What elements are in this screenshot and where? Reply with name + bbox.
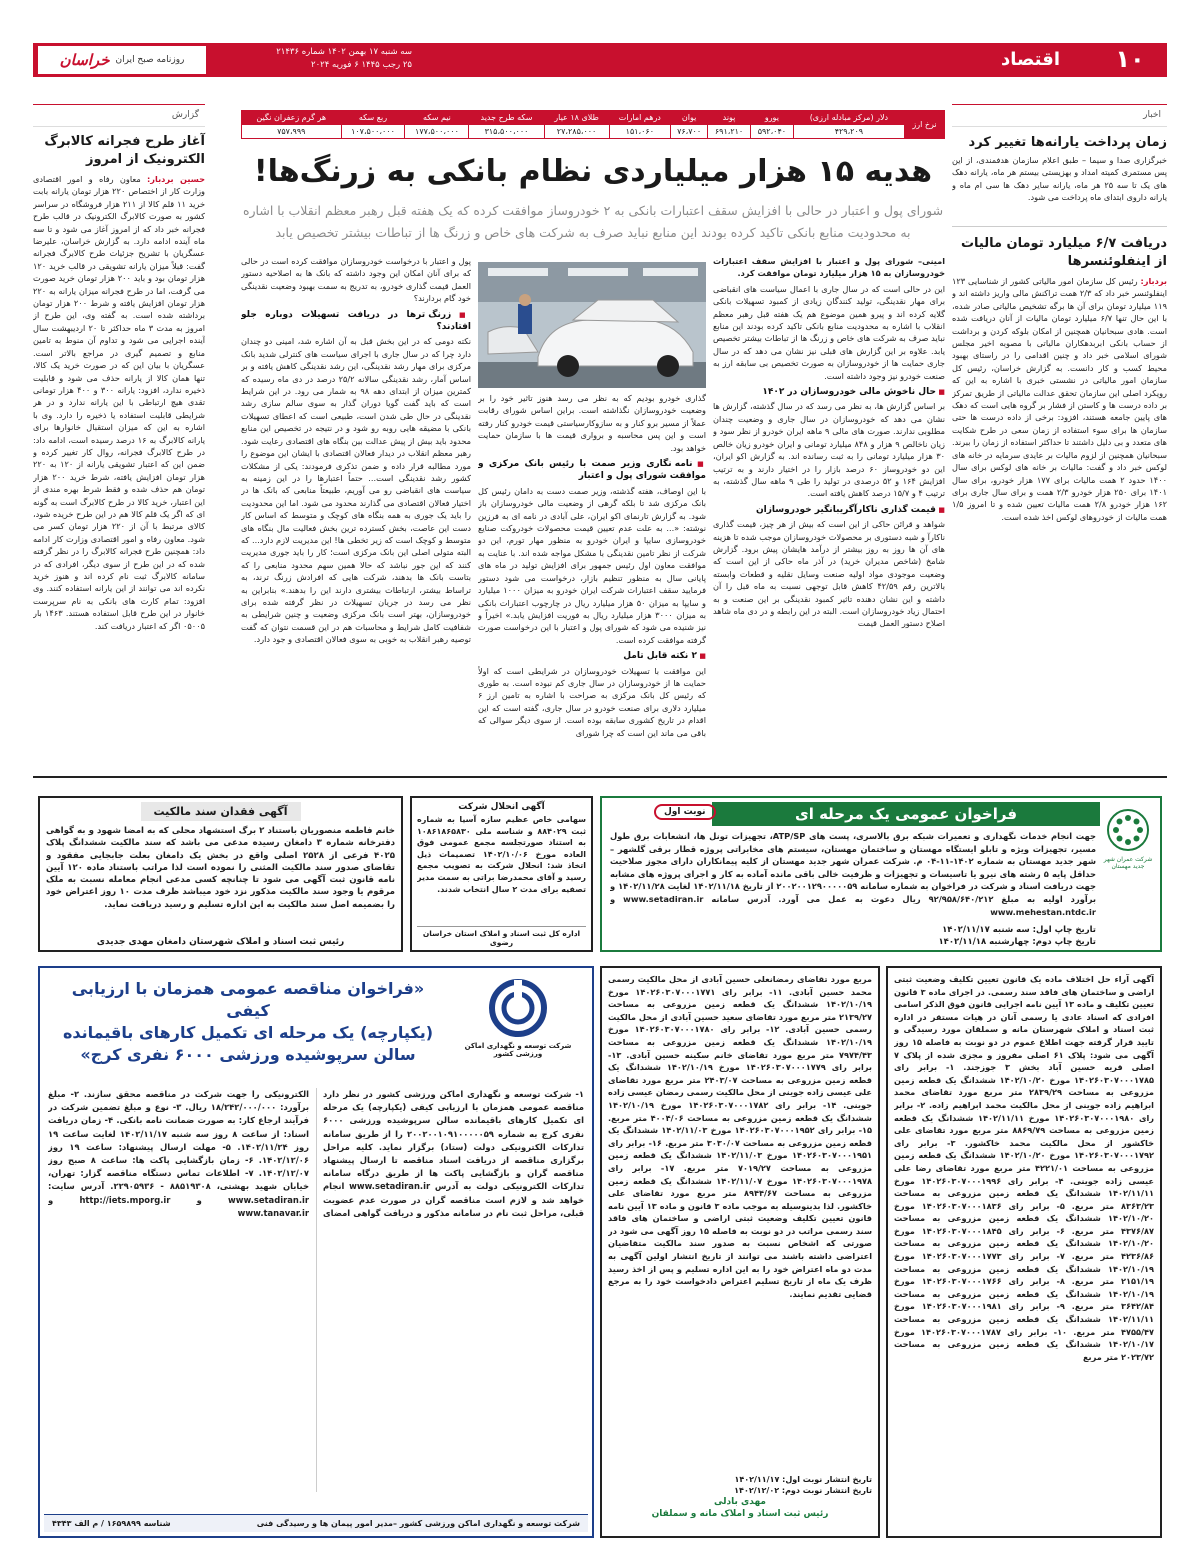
ad-notice-middle-date-2: تاریخ انتشار نوبت دوم: ۱۴۰۲/۱۲/۰۲ (734, 1486, 872, 1495)
ad-mehestan-title: فراخوان عمومی یک مرحله ای (794, 805, 1018, 823)
price-table-label: نرخ ارز (905, 111, 945, 139)
news1-body: خبرگزاری صدا و سیما – طبق اعلام سازمان هدفمندی، از این پس مستمری کمیته امداد و بهزیستی بیستم هر ماه، یارانه دهک های یک تا سه ۲۵ هر ماه، یارانه سایر دهک ها سی ام ماه و یارانه داروی ابتدای ماه پرداخت می شود. (952, 155, 1167, 203)
article-col-1 (713, 255, 945, 760)
masthead-logo-box[interactable] (38, 46, 206, 74)
ad-loss-title: آگهی فقدان سند مالکیت (141, 802, 301, 821)
car-factory-image (478, 262, 706, 388)
ad-notice-middle-sign-name: مهدی بادلی (714, 1497, 766, 1507)
ad-notice-middle-sign (608, 1496, 872, 1520)
ad-tender-logo (458, 978, 578, 1058)
article-col2-body3: این موافقت با تسهیلات خودروسازان در شرایطی است که اولاً حمایت ها از خودروسازان در سال جاری کم نبوده است. به طوری که رئیس کل بانک مرکزی به صراحت با اشاره به تامین ارز ۶ میلیارد دلاری برای صنعت خودرو در سال جاری، گفته است که این اقدام در تاریخ کشوری سابقه بوده است. از سوی دیگر سوالی که باقی می ماند این است که چرا شورای (478, 665, 706, 738)
price-value: ۲۷،۲۸۵،۰۰۰ (544, 125, 609, 139)
price-value: ۶۹۱،۲۱۰ (708, 125, 751, 139)
left-body-text: معاون رفاه و امور اقتصادی وزارت کار از اختصاص ۲۲۰ هزار تومان یارانه بابت خرید ۱۱ قلم کالا از ۲۱۱ هزار فروشگاه در سراسر کشور به صورت کالابرگ الکترونیک در قالب طرح فجرانه خبر داد که از امروز آغاز می شود و تا سه ماه آینده ادامه دارد. به گزارش خراسان، علیرضا عسگریان با تشریح جزئیات طرح کالابرگ فجرانه گفت: قبلاً میزان یارانه تشویقی در قالب خرید ۱۲۰ هزار تومان بود و باید ۲۰۰ هزار تومان خرید صورت می گرفت، اما در طرح فجرانه میزان یارانه به ۲۲۰ هزار تومان افزایش یافته و شرط ۲۰۰ هزار تومان برداشته شده است. به گفته وی، این طرح از امروز به مدت ۳ ماه حداکثر تا ۲۰ اردیبهشت سال آینده اجرایی می شود و تداوم آن منوط به تامین منابع و تصمیم گیری در مراجع بالاتر است. عسگریان با بیان این که در صورت خرید یک کالا، تنها همان کالا از یارانه حذف می شود و قابلیت ذخیره ندارد، افزود: یارانه ۳۰۰ و ۴۰۰ هزار تومانی تقدی هیچ ارتباطی با این یارانه ندارد و در هر شرایطی قابلیت استفاده یا ذخیره را دارد. وی با اشاره به این که میزان استقبال خانوارها برای یارانه کالابرگ به ۱۶ درصد رسیده است، ادامه داد: در طرح کالابرگ فجرانه، روال کار تغییر کرده و ضمن این که اعتبار تشویقی یارانه از ۱۲۰ به ۲۲۰ هزار تومان افزایش یافته، شرط خرید ۲۰۰ هزار تومان هم حذف شده و فقط شرط بهره مندی از این اعتبار، خرید کالا در طرح کالابرگ است به گونه ای که اگر یک قلم کالا هم در این طرح خریده شود، کالای مرتبط با آن از ۲۲۰ هزار تومان کسر می شود. معاون رفاه و امور اقتصادی وزارت کار ادامه داد: همچنین طرح فجرانه کالابرگ را در نظر گرفته شده که در این طرح از سوی دیگر، افرادی که در سامانه کالابرگ ثبت نام کرده اند و هنوز خرید نکرده اند می توانند از این یارانه استفاده کنند. وی افزود: تمام کارت های بانکی به نام سرپرست خانوار در این طرح قابل استفاده هستند. ۱۴۶۳ بار ۰۵۰۰۵ اگر که اعتبار دریافت کند. (33, 174, 205, 631)
article-photo (478, 262, 706, 388)
article-col-3 (241, 255, 471, 760)
news2-byline: بردبار: (1140, 276, 1167, 286)
ad-notice-middle-date-1: تاریخ انتشار نوبت اول: ۱۴۰۲/۱۱/۱۷ (734, 1475, 872, 1484)
article-col1-sub2: ■ قیمت گذاری ناکارآگریبانگیر خودروسازان (713, 504, 945, 516)
logo-tagline: روزنامه صبح ایران (115, 55, 185, 65)
ad-tender-title-2: (یکپارچه) یک مرحله ای تکمیل کارهای باقیمانده (62, 1023, 434, 1042)
main-lead-line-2: به محدودیت منابع بانکی تاکید کرده بودند این منابع نباید صرف به شرکت های خاص و زرنگ ها از تباطات بیشتر تخصیص یابد (275, 225, 911, 240)
date-line-2: ۲۵ رجب ۱۴۴۵ ۶ فوریه ۲۰۲۴ (311, 60, 412, 70)
ad-notice-middle (600, 966, 880, 1538)
price-header: پوند (708, 111, 751, 125)
ad-mehestan-badge: نوبت اول (654, 804, 716, 820)
news2-body (952, 275, 1167, 743)
left-title: آغاز طرح فجرانه کالابرگ الکترونیک از امروز (44, 134, 205, 167)
article-col3-body2: نکته دومی که در این بخش قبل به آن اشاره شد، امینی دو چندان دارد چرا که در سال جاری با اجرای سیاست های کنترلی شدید بانک مرکزی برای مهار رشد نقدینگی، این رشد نقدینگی کاهش یافته و بر اساس آمار، رشد نقدینگی سالانه ۲۵/۲ درصد در دی ماه رسیده که کمترین میزان از ابتدای دهه ۹۸ به شمار می رود. در این شرایط است که باید گفت گویا دوران گذار به سوی سالم سازی رشد نقدینگی در حال طی شدن است، طبیعی است که اعطای تسهیلات بانکی با مضیقه هایی روبه رو شود و در نتیجه در تخصیص این منابع محدود باید بیش از پیش عدالت بین بنگاه های اقتصادی رعایت شود. رهبر معظم انقلاب در دیدار فعالان اقتصادی با ایشان این موضوع را مورد مطالبه قرار داده و ضمن تذکری فرمودند: یکی از مشکلات کشور رشد نقدینگی است... حتماً اعتبارها را در این زمینه به سیاست های انقباضی رو می آوریم، طبیعتاً منابعی که بانک ها در اختیار فعالان اقتصادی می گذارند محدود می شود. اما این محدودیت را باید یک جوری به همه بنگاه های کوچک و متوسط که اساس کار دست این عاصت، بخش کسترده ترین بخش فعالیت مال بنگاه های متوسط و کوچک است که زیر تخطی ها! این مدیریت لازم دارد... که البته متولی اصلی این بانک مرکزی است؛ کار را باید جوری مدیریت کنند که این جور نباشد که حالا همین سهم محدود منابعی را که بتاست بانک ها بدهند، شرکت هایی که افرادش زرنگ ترند، به تراساط بیشتر، ارتباطات بیشتری دارند این را بدهند.» بنابراین به نظر می رسد در جریان تسهیلات در نظر گرفته شده برای خودروسازان، بهتر است بانک مرکزی وضعیت و چنین شرایطی به شفافیت کامل شرایط و محاسبات هم در این قسمت نتوان که گفت توصیه رهبر انقلاب به خوبی به سوی فعالان اقتصادی و جود دارد. (241, 336, 471, 645)
article-col2-sub2: ■ ۲ نکته قابل تامل (478, 650, 706, 662)
price-header: ربع سکه (341, 111, 405, 125)
date-line-1: سه شنبه ۱۷ بهمن ۱۴۰۲ شماره ۲۱۴۳۶ (276, 47, 412, 57)
ad-tender-title-1: «فراخوان مناقصه عمومی همزمان با ارزیابی کیفی (71, 979, 425, 1020)
price-table-wrap (241, 110, 945, 139)
ad-tender-body: ۱- شرکت توسعه و نگهداری اماکن ورزشی کشور در نظر دارد مناقصه عمومی همزمان با ارزیابی کیفی (یکپارچه) یک مرحله ای تکمیل کارهای باقیمانده سالن سرپوشیده ورزشی ۶۰۰۰ نفری کرج به شماره ۲۰۰۲۰۰۱۰۹۱۰۰۰۰۰۵۹ را از طریق سامانه تدارکات الکترونیکی دولت (ستاد) برگزار نماید. کلیه مراحل برگزاری مناقصه از دریافت اسناد مناقصه تا ارسال پیشنهاد مناقصه گران و بازگشایی پاکت ها از طریق درگاه سامانه تدارکات الکترونیکی دولت به آدرس www.setadiran.ir انجام خواهد شد و لازم است مناقصه گران در صورت عدم عضویت قبلی، مراحل ثبت نام در سامانه مذکور و دریافت گواهی امضای الکترونیکی را جهت شرکت در مناقصه محقق سازند. ۲- مبلغ برآورد: ۱۸/۲۴۲/۰۰۰/۰۰۰ ریال. ۳- نوع و مبلغ تضمین شرکت در فرآیند ارجاع کار: به صورت ضمانت نامه بانکی. ۴- زمان دریافت اسناد: از ساعت ۸ روز سه شنبه ۱۴۰۲/۱۱/۱۷ لغایت ساعت ۱۹ روز ۱۴۰۲/۱۱/۲۴. ۵- مهلت ارسال پیشنهاد: ساعت ۱۹ روز ۱۴۰۲/۱۲/۰۶. ۶- زمان بازگشایی پاکت ها: ساعت ۸ صبح روز ۱۴۰۲/۱۲/۰۷. ۷- اطلاعات تماس دستگاه مناقصه گزار: تهران، خیابان شهید بهشتی، ۸۸۵۱۹۳۰۸ - ۲۲۹۰۵۹۳۶. آدرس سایت: www.setadiran.ir و http://iets.mporg.ir و www.tanavar.ir (48, 1089, 584, 1218)
ad-dissolution-title: آگهی انحلال شرکت (458, 802, 545, 812)
article-col2-body2: با این اوصاف، هفته گذشته، وزیر صمت دست به دامان رئیس کل بانک مرکزی شد تا بلکه گرهی از وضعیت مالی خودروسازان باز شود. به گزارش تارنمای اکو ایران، علی آبادی در نامه ای به فرزین نوشته: «... به علت عدم تعیین قیمت محصولات خودروکت صنایع خودروسازی سایپا و ایران خودرو به منظور مهار تورم، این دو شرکت از نظر تامین نقدینگی با مشکل مواجه شده اند. با عنایت به موافقت معاون اول رئیس جمهور برای افزایش تولید در ماه های پایانی سال به منظور تنظیم بازار، درخواست می شود دستور فرمایید سقف اعتبارات شرکت ایران خودرو به میزان ۱۰۰۰ میلیارد و سایپا به میزان ۵۰ هزار میلیارد ریال در چارچوب اعتبارات بانکی به میزان ۳۰۰۰ هزار میلیارد ریال به فوریت افزایش یابد.» اخیراً و نیز شنیده می شود که شورای پول و اعتبار با این درخواست صورت گرفته موافقت کرده است. (478, 485, 706, 645)
price-value: ۱۷۷،۵۰۰،۰۰۰ (405, 125, 469, 139)
ad-dissolution (410, 796, 593, 952)
price-header: درهم امارات (609, 111, 671, 125)
price-value: ۵۹۲،۰۴۰ (750, 125, 793, 139)
article-col1-lead: امینی– شورای پول و اعتبار با افزایش سقف اعتبارات خودروسازان به ۱۵ هزار میلیارد تومان موافقت کرد. (713, 256, 945, 279)
right-kicker: اخبار (952, 105, 1167, 127)
article-col1-body3: شواهد و قرائن حاکی از این است که بیش از هر چیز، قیمت گذاری ناکارآ و شبه دستوری بر محصولات خودروسازان موجب شده تا هزینه های آن ها روز به روز بیشتر از درآمد هایشان پیش برود. گزارش شامخ (شاخص مدیران خرید) در آذر ماه حاکی از این است که وضعیت موجودی مواد اولیه صنعت وسایل نقلیه و قطعات وابسته بالاترین رقم ۴۲/۵۹ کاهش قابل توجهی نسبت به ماه قبل را آن داشته و این نشان دهنده تاثیر کمبود نقدینگی بر این صنعت و به احتمال زیاد خودروسازان است. البته در این رابطه و در دی ماه شاهد اصلاح دستور العمل قیمت (713, 519, 945, 629)
article-col1-body2: بر اساس گزارش ها، به نظر می رسد که در سال گذشته، گزارش ها نشان می دهد که خودروسازان در سال جاری و وضعیت چندان مطلوبی ندارند. صورت های مالی ۹ ماهه ایران خودرو از نظر سود و زیان ناخالص ۹ هزار و ۸۴۸ میلیارد تومانی و ایران خودرو زیان خالص ۳۰ هزار میلیارد تومانی را به ثبت رسانده اند. به گزارش اکو ایران، این دو خودروساز ۶۰ درصد بازار را در اختیار دارند و به ترتیب افزایش ۱۶۴ و ۵۲ درصدی در تولید را طی ۹ ماهه سال گذشته، به ترتیب ۴ و ۱۵/۷ درصد کاهش یافته است. (713, 401, 945, 499)
article-col1-sub1: ■ حال ناخوش مالی خودروسازان در ۱۴۰۲ (713, 386, 945, 398)
ad-mehestan-logo (1103, 808, 1153, 870)
news2-title: دریافت ۶/۷ میلیارد تومان مالیات از اینفلوئنسرها (952, 226, 1167, 271)
ad-dissolution-sign: اداره کل ثبت اسناد و املاک استان خراسان رضوی (417, 926, 586, 947)
price-value: ۱۰۷،۵۰۰،۰۰۰ (341, 125, 405, 139)
article-col2-body: گذاری خودرو بودیم که به نظر می رسد هنوز تاثیر خود را بر وضعیت خودروسازان نگذاشته است. براین اساس شورای رقابت عملاً از مسیر برو کنار و به سازوکارسیاستی قیمت خودرو کنار رفته است و این پس محاسبه و برواری قیمت ها با سازمان حمایت خواهد بود. (478, 393, 706, 453)
ad-mehestan-title-bar (712, 802, 1100, 826)
ad-mehestan-body: جهت انجام خدمات نگهداری و تعمیرات شبکه برق بالاسری، پست های ATP/SP، تجهیزات تونل ها، انشعابات برق طول مسیر، تجهیزات ویژه و تابلو ایستگاه مهستان و ساختمان مهستان، سیستم های مخابراتی پروژه قطار برقی گلشهر – شهر جدید مهستان به شماره ۱۴۰۲-۱۱-۰۴ م. شرکت عمران شهر جدید مهستان از کلیه پیمانکاران دارای مجوز صلاحیت حداقل پایه ۵ رشته های نیرو یا تاسیسات و تجهیزات و ظرفیت خالی باقی مانده آماده به کار و اجرای پروژه های مشابه جهت دریافت اسناد و شرکت در فراخوان به شماره سامانه ۲۰۰۲۰۰۱۲۹۰۰۰۰۰۵۹ از تاریخ ۱۴۰۲/۱۱/۱۸ لغایت ۱۴۰۲/۱۱/۲۸ و برآورد اولیه به مبلغ ۹۲/۹۵۸/۶۴۰/۲۱۲ ریال دعوت به عمل می آورد. آدرس سامانه www.setadiran.ir و www.mehestan.ntdc.ir (610, 831, 1096, 917)
ad-loss-deed (38, 796, 403, 952)
main-headline: هدیه ۱۵ هزار میلیاردی نظام بانکی به زرنگ‌ها! (253, 154, 933, 189)
main-lead (241, 200, 945, 244)
news1-title: زمان پرداخت یارانه‌ها تغییر کرد (968, 135, 1167, 150)
left-kicker: گزارش (33, 105, 205, 127)
ad-notice-right-body: آگهی آراء حل اختلاف ماده یک قانون تعیین تکلیف وضعیت ثبتی اراضی و ساختمان های فاقد سند رسمی. در اجرای ماده ۳ قانون تعیین تکلیف و ماده ۱۳ آیین نامه اجرایی قانون فوق الذکر اسامی افرادی که اسناد عادی یا رسمی آنان در هیات مستقر در اداره ثبت اسناد و املاک شهرستان مانه و سملقان مورد رسیدگی و تایید قرار گرفته جهت اطلاع عموم در دو نوبت به فاصله ۱۵ روز آگهی می شود: پلاک ۶۱ اصلی مفروز و مجزی شده از پلاک ۷ اصلی قریه حسین آباد بخش ۳ جوزجند. ۱- برابر رای ۱۴۰۲۶۰۳۰۷۰۰۰۱۷۸۵ مورخ ۱۴۰۲/۱۰/۲۰ ششدانگ یک قطعه زمین مزروعی به مساحت ۲۸۳۹/۲۹ متر مربع مورد تقاضای محمد ابراهیم زاده جوینی از محل مالکیت محمد ابراهیم زاده. ۲- برابر رای ۱۴۰۲۶۰۳۰۷۰۰۰۱۹۸۰ مورخ ۱۴۰۲/۱۱/۱۱ ششدانگ یک قطعه زمین مزروعی به مساحت ۸۸۶۹/۷۹ متر مربع مورد تقاضای علی خاکشور از محل مالکیت محمد خاکشور. ۳- برابر رای ۱۴۰۲۶۰۳۰۷۰۰۰۱۷۹۲ مورخ ۱۴۰۲/۱۰/۲۰ ششدانگ یک قطعه زمین مزروعی به مساحت ۴۲۲۱/۰۱ متر مربع مورد تقاضای رضا علی عیسی زاده جوینی. ۴- برابر رای ۱۴۰۲۶۰۳۰۷۰۰۰۱۹۹۶ مورخ ۱۴۰۲/۱۱/۱۱ ششدانگ یک قطعه زمین مزروعی به مساحت ۸۳۶۳/۲۳ متر مربع. ۵- برابر رای ۱۴۰۲۶۰۳۰۷۰۰۰۱۸۳۶ مورخ ۱۴۰۲/۱۰/۲۰ ششدانگ یک قطعه زمین مزروعی به مساحت ۴۳۷۶/۸۷ متر مربع. ۶- برابر رای ۱۴۰۲۶۰۳۰۷۰۰۰۱۸۴۵ مورخ ۱۴۰۲/۱۰/۲۰ ششدانگ یک قطعه زمین مزروعی به مساحت ۴۲۳۶/۸۶ متر مربع. ۷- برابر رای ۱۴۰۲۶۰۳۰۷۰۰۰۱۷۷۳ مورخ ۱۴۰۲/۱۰/۱۹ ششدانگ یک قطعه زمین مزروعی به مساحت ۲۱۵۱/۱۹ متر مربع. ۸- برابر رای ۱۴۰۲۶۰۳۰۷۰۰۰۱۷۶۶ مورخ ۱۴۰۲/۱۰/۱۹ ششدانگ یک قطعه زمین مزروعی به مساحت ۳۶۴۲/۸۴ متر مربع. ۹- برابر رای ۱۴۰۲۶۰۳۰۷۰۰۰۱۹۸۱ مورخ ۱۴۰۲/۱۱/۱۱ ششدانگ یک قطعه زمین مزروعی به مساحت ۴۷۵۵/۴۷ متر مربع. ۱۰- برابر رای ۱۴۰۲۶۰۳۰۷۰۰۰۱۷۸۷ مورخ ۱۴۰۲/۱۰/۱۷ ششدانگ یک قطعه زمین مزروعی به مساحت ۲۰۲۳/۷۲ متر مربع (894, 974, 1154, 1362)
page-number: ۱۰ (1115, 45, 1145, 73)
price-value: ۷۶،۷۰۰ (671, 125, 708, 139)
ad-tender-title (48, 978, 448, 1066)
price-header: هر گرم زعفران نگین (242, 111, 342, 125)
mehestan-logo-icon (1106, 808, 1150, 852)
ad-notice-right (886, 966, 1162, 1538)
left-body (33, 173, 205, 733)
sports-org-logo-icon (488, 978, 548, 1038)
price-table (241, 110, 945, 139)
ad-mehestan-dates (602, 924, 1096, 948)
ad-mehestan (600, 796, 1162, 952)
ad-mehestan-date-1: تاریخ چاپ اول: سه شنبه ۱۴۰۲/۱۱/۱۷ (942, 925, 1096, 935)
price-value: ۴۲۹،۲۰۹ (793, 125, 904, 139)
article-col-2 (478, 392, 706, 760)
logo-name: خراسان (59, 51, 110, 69)
section-title: اقتصاد (1000, 49, 1060, 70)
news2-body-text: رئیس کل سازمان امور مالیاتی کشور از شناسایی ۱۲۳ اینفلوئنسر خبر داد که ۲/۳ همت تراکنش مالی واریز داشته اند و ۱۱۹ میلیارد تومان برای آن ها برگه تشخیص مالیاتی صادر شده، با این حال تنها ۶/۷ میلیارد تومان مالیات از آنان دریافت شده است. هادی سبحانیان همچنین از امکان بلوکه کردن و برداشت از حساب بانکی ابربدهکاران مالیاتی با مصوبه اخیر مجلس شورای اسلامی خبر داد و چنین اقدامی را در راستای بهبود محیط کسب و کار دانست. به گزارش خراسان، رئیس کل سازمان امور مالیاتی در نشستی خبری با اشاره به این که رویکرد اصلی این سازمان تحقق عدالت مالیاتی از طریق تمرکز بر داده درست ها و کاستن از فشار بر گروه هایی است که دهک های پایین جامعه هستند، افزود: برخی از داده درست ها حتی سازمان ها برای سوء استفاده از زمان سعی در طرح شکایت های متعدد و بی دلیل داشتند تا حداکثر استفاده از زمان را ببرند. سبحانیان همچنین از لزوم مالیات بر عایدی سرمایه در خانه های لوکس خبر داد و گفت: مالیات بر خانه های لوکس برای سال ۱۴۰۰ حدود ۲ همت مالیات برای ۱۷۷ هزار خودرو، برای سال ۱۴۰۱ برای ۲۵۰ هزار خودرو ۲/۳ همت و برای سال جاری برای ۱۶۲ هزار خودرو ۲/۸ همت مالیات تعیین شده و تا امروز ۱/۵ همت مالیات از خودروهای لوکس اخذ شده است. (952, 276, 1167, 522)
price-value: ۷۵۷،۹۹۹ (242, 125, 342, 139)
ad-tender-id: شناسه ۱۶۵۹۸۹۹ / م الف ۴۳۴۳ (52, 1519, 171, 1528)
article-col3-body: پول و اعتبار با درخواست خودروسازان موافقت کرده است در حالی که برای آنان امکان این وجود داشته که بانک ها به اصلاحیه دستور العمل قیمت گذاری خودرو، به تدریج به سمت بهبود وضعیت نقدینگی خود گام بردارند؟ (241, 256, 471, 304)
ads-divider (33, 776, 1167, 778)
left-column (33, 104, 205, 760)
main-lead-line-1: شورای پول و اعتبار در حالی با افزایش سقف اعتبارات بانکی به ۲ خودروساز موافقت کرده که یک هفته قبل رهبر معظم انقلاب با اشاره (242, 203, 944, 218)
price-value: ۳۱۵،۵۰۰،۰۰۰ (469, 125, 544, 139)
right-column (952, 104, 1167, 760)
price-header: یوان (671, 111, 708, 125)
article-col1-body: این در حالی است که در سال جاری با اعمال سیاست های انقباضی برای مهار نقدینگی، تولید کنندگان زیادی از کمبود تسهیلات بانکی گلایه کرده اند و پیرو همین موضوع هم یک هفته قبل رهبر معظم انقلاب با اشاره به محدودیت منابع بانکی تاکید کرده بودند این منابع نباید صرف به شرکت های خاص و زرنگ ها از تباطات بیشتر تخصیص یابد. علاوه بر این گزارش های قبلی نیز نشان می دهد که در سال جاری حمایت ها از خودروسازان به صورت تخصیص بی سابقه ارز به صنعت خودرو نیز وجود داشته است. (713, 283, 945, 381)
ad-tender-title-3: سالن سرپوشیده ورزشی ۶۰۰۰ نفری کرج» (80, 1045, 416, 1064)
ad-tender-org: شرکت توسعه و نگهداری اماکن ورزشی کشور (464, 1042, 572, 1058)
price-header: یورو (750, 111, 793, 125)
ad-tender-footer: شرکت توسعه و نگهداری اماکن ورزشی کشور –مدیر امور پیمان ها و رسیدگی فنی (256, 1519, 580, 1528)
price-header: سکه طرح جدید (469, 111, 544, 125)
price-header: نیم سکه (405, 111, 469, 125)
ad-mehestan-date-2: تاریخ چاپ دوم: چهارشنبه ۱۴۰۲/۱۱/۱۸ (938, 937, 1096, 947)
ad-dissolution-body: سهامی خاص عظیم سازه آسیا به شماره ثبت ۸۸۴۰۲۹ و شناسه ملی ۱۰۸۶۱۸۶۵۸۳۰ به استناد صورتجلسه مجمع عمومی فوق العاده مورخ ۱۴۰۲/۱۰/۰۶ تصمیمات ذیل اتخاذ شد: انحلال شرکت به تصویب مجمع رسید و آقای محمدرضا براتی به سمت مدیر تصفیه برای مدت ۲ سال انتخاب شدند. (417, 815, 586, 894)
price-header: طلای ۱۸ عیار (544, 111, 609, 125)
ad-loss-body: خانم فاطمه منصوریان باستناد ۲ برگ استشهاد محلی که به امضا شهود و به گواهی دفترخانه شماره ۳ دامغان رسیده مدعی می باشد که سند مالکیت ششدانگ پلاک ۴۰۲۵ فرعی از ۲۵۲۸ اصلی واقع در بخش یک دامغان بعلت جابجایی مفقود و تقاضای صدور سند مالکیت المثنی را نموده است لذا مراتب باستناد ماده ۱۲۰ آیین نامه قانون ثبت آگهی می شود تا چنانچه کسی مدعی انجام معامله نسبت به ملک مرقوم یا وجود سند مالکیت مذکور نزد خود میباشد ظرف مدت ۱۰ روز اعتراض خود را بضمیمه اصل سند مالکیت به این اداره تسلیم و رسید دریافت نماید. (46, 826, 395, 910)
left-byline: حسین بردبار: (147, 174, 205, 184)
ad-loss-sign: رئیس ثبت اسناد و املاک شهرستان دامغان مهدی جدیدی (96, 937, 345, 947)
price-value: ۱۵۱،۰۶۰ (609, 125, 671, 139)
ad-notice-middle-sign-title: رئیس ثبت اسناد و املاک مانه و سملقان (651, 1509, 829, 1519)
masthead-date (212, 46, 412, 72)
ad-notice-middle-body: مربع مورد تقاضای رمضانعلی حسین آبادی از محل مالکیت رسمی محمد حسین آبادی. ۱۱- برابر رای ۱۴۰۲۶۰۳۰۷۰۰۰۱۷۷۱ مورخ ۱۴۰۲/۱۰/۱۹ ششدانگ یک قطعه زمین مزروعی به مساحت ۲۱۳۹/۲۷ متر مربع مورد تقاضای سعید حسین آبادی از محل مالکیت رسمی حسین آبادی. ۱۲- برابر رای ۱۴۰۲۶۰۳۰۷۰۰۰۱۷۸۰ مورخ ۱۴۰۲/۱۰/۱۹ ششدانگ یک قطعه زمین مزروعی به مساحت ۷۹۷۴/۴۳ متر مربع مورد تقاضای خانم سکینه حسین آبادی. ۱۳- برابر رای ۱۴۰۲۶۰۳۰۷۰۰۰۱۷۷۹ مورخ ۱۴۰۲/۱۰/۱۹ ششدانگ یک قطعه زمین مزروعی به مساحت ۲۴۰۳/۰۷ متر مربع مورد تقاضای علی عیسی زاده جوینی از محل مالکیت رسمی رمضان عیسی زاده جوینی. ۱۴- برابر رای ۱۴۰۲۶۰۳۰۷۰۰۰۱۷۸۲ مورخ ۱۴۰۲/۱۰/۱۹ ششدانگ یک قطعه زمین مزروعی به مساحت ۴۰۰۴/۰۶ متر مربع. ۱۵- برابر رای ۱۴۰۲۶۰۳۰۷۰۰۰۱۹۵۲ مورخ ۱۴۰۲/۱۱/۰۳ ششدانگ یک قطعه زمین مزروعی به مساحت ۳۰۳۰/۰۷ متر مربع. ۱۶- برابر رای ۱۴۰۲۶۰۳۰۷۰۰۰۱۹۵۱ مورخ ۱۴۰۲/۱۱/۰۳ ششدانگ یک قطعه زمین مزروعی به مساحت ۷۰۱۹/۲۷ متر مربع. ۱۷- برابر رای ۱۴۰۲۶۰۳۰۷۰۰۰۱۹۷۸ مورخ ۱۴۰۲/۱۱/۰۷ ششدانگ یک قطعه زمین مزروعی به مساحت ۸۹۴۴/۶۷ متر مربع مورد تقاضای علی خاکشور. لذا بدینوسیله به موجب ماده ۳ قانون و ماده ۱۳ آیین نامه قانون تعیین تکلیف وضعیت ثبتی اراضی و ساختمان های فاقد سند رسمی مراتب در دو نوبت به فاصله ۱۵ روز آگهی می شود در صورتی که اشخاص نسبت به صدور سند مالکیت متقاضیان اعتراضی داشته باشند می توانند از تاریخ انتشار اولین آگهی به مدت دو ماه اعتراض خود را به این اداره تسلیم و پس از اخذ رسید ظرف یک ماه از تاریخ تسلیم اعتراض دادخواست خود را به مرجع قضایی تقدیم نمایند. (608, 974, 872, 1299)
ad-notice-middle-dates (608, 1474, 872, 1496)
ad-mehestan-org: شرکت عمران شهر جدید مهستان (1103, 856, 1153, 870)
price-header: دلار (مرکز مبادله ارزی) (793, 111, 904, 125)
article-col2-sub1: ■ نامه نگاری وزیر صمت با رئیس بانک مرکزی و موافقت شورای پول و اعتبار (478, 458, 706, 483)
ad-tender (38, 966, 594, 1538)
article-col3-sub1: ■ زرنگ ترها در دریافت تسهیلات دوباره جلو افتادند؟ (241, 309, 471, 334)
ad-tender-footer-bar (44, 1514, 588, 1532)
